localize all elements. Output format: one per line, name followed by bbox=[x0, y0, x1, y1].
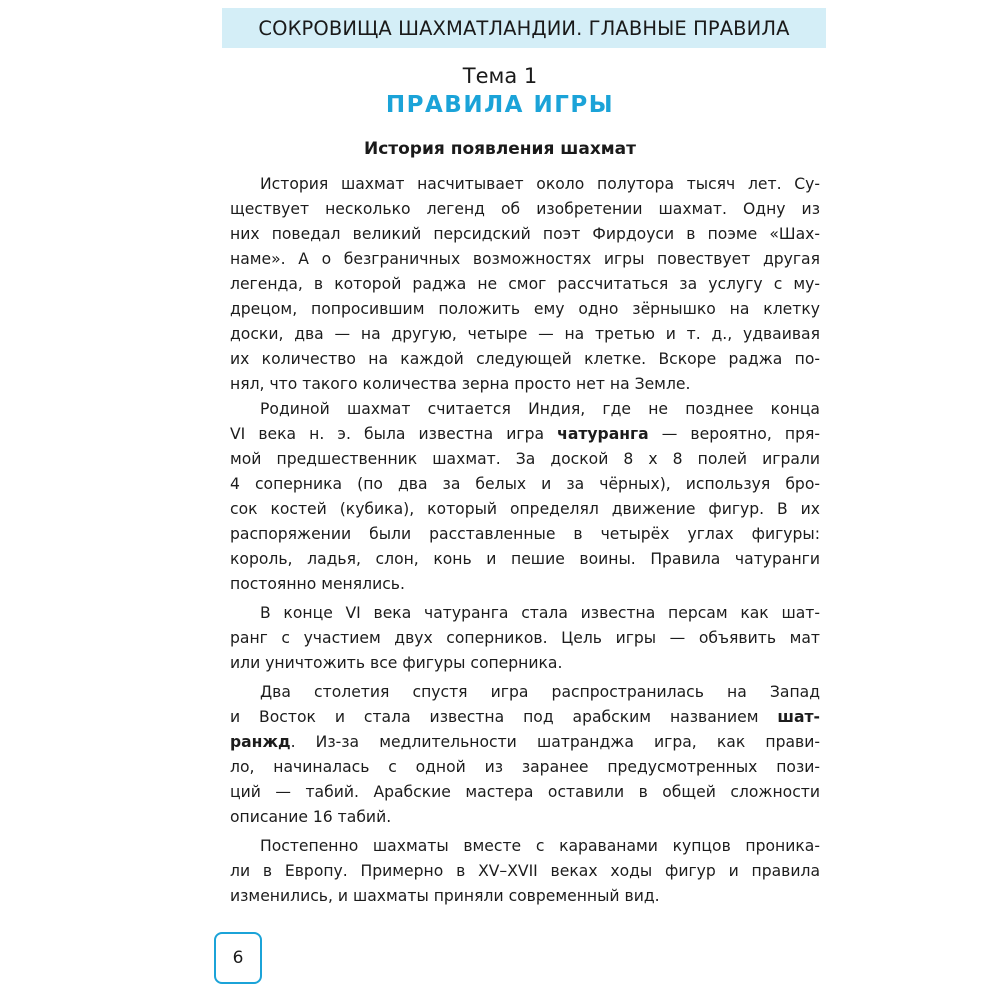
text-fragment: — вероятно, пря- bbox=[648, 425, 820, 443]
text-line: Два столетия спустя игра распространилась на Запад bbox=[260, 683, 820, 701]
text-line bbox=[230, 730, 820, 755]
text-line: легенда, в которой раджа не смог рассчитаться за услугу с му- bbox=[230, 275, 820, 293]
text-line: или уничтожить все фигуры соперника. bbox=[230, 654, 563, 672]
text-line: 4 соперника (по два за белых и за чёрных), используя бро- bbox=[230, 475, 820, 493]
text-fragment: и Восток и стала известна под арабским названием bbox=[230, 708, 778, 726]
text-line: История шахмат насчитывает около полутора тысяч лет. Су- bbox=[260, 175, 820, 193]
term-chaturanga: чатуранга bbox=[557, 425, 649, 443]
text-line: нял, что такого количества зерна просто нет на Земле. bbox=[230, 375, 691, 393]
text-line: доски, два — на другую, четыре — на третью и т. д., удваивая bbox=[230, 325, 820, 343]
text-line: ранг с участием двух соперников. Цель игры — объявить мат bbox=[230, 629, 820, 647]
page-number: 6 bbox=[214, 932, 262, 984]
text-line: Постепенно шахматы вместе с караванами купцов проника- bbox=[260, 837, 820, 855]
topic-title: ПРАВИЛА ИГРЫ bbox=[385, 92, 615, 118]
text-line: В конце VI века чатуранга стала известна персам как шат- bbox=[260, 604, 820, 622]
text-line bbox=[230, 422, 820, 447]
text-fragment: . Из-за медлительности шатранджа игра, как прави- bbox=[290, 733, 820, 751]
text-line: них поведал великий персидский поэт Фирдоуси в поэме «Шах- bbox=[230, 225, 820, 243]
text-line: ществует несколько легенд об изобретении шахмат. Одну из bbox=[230, 200, 820, 218]
text-line bbox=[230, 705, 820, 730]
text-line: король, ладья, слон, конь и пешие воины. Правила чатуранги bbox=[230, 550, 820, 568]
text-line: Родиной шахмат считается Индия, где не позднее конца bbox=[260, 400, 820, 418]
text-line: наме». А о безграничных возможностях игры повествует другая bbox=[230, 250, 820, 268]
section-heading: История появления шахмат bbox=[363, 139, 637, 159]
text-fragment: VI века н. э. была известна игра bbox=[230, 425, 558, 443]
text-line: дрецом, попросившим положить ему одно зёрнышко на клетку bbox=[230, 300, 820, 318]
text-line: ций — табий. Арабские мастера оставили в общей сложности bbox=[230, 783, 820, 801]
term-shatranj-cont: ранжд bbox=[230, 733, 291, 751]
running-header-title: СОКРОВИЩА ШАХМАТЛАНДИИ. ГЛАВНЫЕ ПРАВИЛА bbox=[258, 16, 790, 40]
body-text bbox=[230, 172, 820, 909]
text-line: ло, начиналась с одной из заранее предусмотренных пози- bbox=[230, 758, 820, 776]
text-line: изменились, и шахматы приняли современный вид. bbox=[230, 887, 660, 905]
text-line: сок костей (кубика), который определял движение фигур. В их bbox=[230, 500, 820, 518]
topic-label: Тема 1 bbox=[462, 64, 538, 88]
text-line: мой предшественник шахмат. За доской 8 х 8 полей играли bbox=[230, 450, 820, 468]
text-line: их количество на каждой следующей клетке. Вскоре раджа по- bbox=[230, 350, 820, 368]
term-shatranj: шат- bbox=[777, 708, 820, 726]
text-line: распоряжении были расставленные в четырёх углах фигуры: bbox=[230, 525, 820, 543]
running-header bbox=[222, 8, 826, 48]
text-line: постоянно менялись. bbox=[230, 575, 405, 593]
text-line: описание 16 табий. bbox=[230, 808, 392, 826]
text-line: ли в Европу. Примерно в XV–XVII веках ходы фигур и правила bbox=[230, 862, 820, 880]
